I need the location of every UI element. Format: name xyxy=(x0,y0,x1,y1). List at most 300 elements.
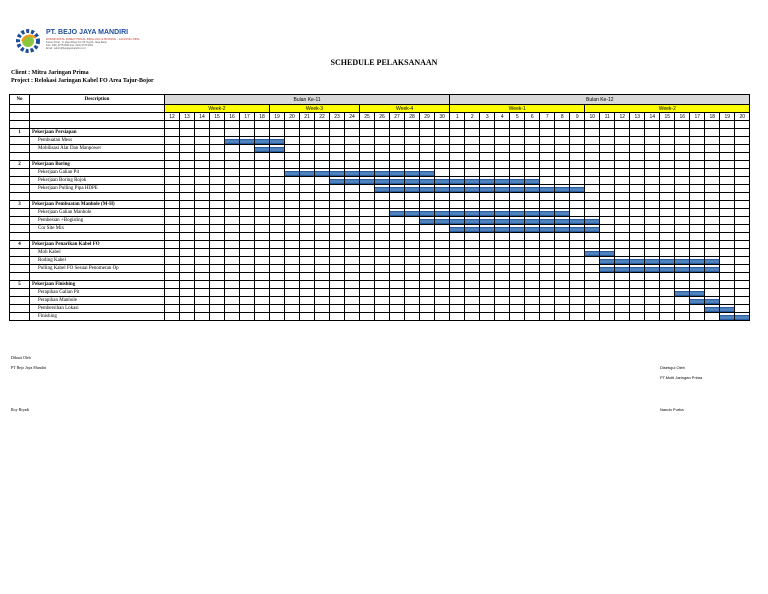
gantt-bar-segment xyxy=(450,211,464,216)
day-cell xyxy=(675,201,690,209)
day-cell xyxy=(390,217,405,225)
gantt-bar-segment xyxy=(720,315,734,320)
day-cell xyxy=(720,305,735,313)
day-cell xyxy=(480,201,495,209)
day-cell xyxy=(420,161,435,169)
day-cell xyxy=(360,313,375,321)
gantt-bar-segment xyxy=(525,211,539,216)
day-cell xyxy=(510,129,525,137)
day-cell xyxy=(675,305,690,313)
day-header: 14 xyxy=(195,113,210,121)
blank-cell xyxy=(10,137,30,145)
day-cell xyxy=(360,201,375,209)
day-cell xyxy=(555,257,570,265)
day-cell xyxy=(510,209,525,217)
day-cell xyxy=(540,289,555,297)
day-cell xyxy=(645,313,660,321)
gantt-bar-segment xyxy=(420,211,434,216)
day-cell xyxy=(570,217,585,225)
day-cell xyxy=(165,193,180,201)
day-cell xyxy=(510,185,525,193)
day-cell xyxy=(585,209,600,217)
day-cell xyxy=(480,313,495,321)
day-cell xyxy=(480,185,495,193)
day-cell xyxy=(360,153,375,161)
day-cell xyxy=(360,209,375,217)
day-cell xyxy=(360,145,375,153)
day-cell xyxy=(420,177,435,185)
day-cell xyxy=(705,137,720,145)
task-row xyxy=(10,297,750,305)
gantt-bar-segment xyxy=(630,267,644,272)
day-cell xyxy=(390,121,405,129)
day-cell xyxy=(570,257,585,265)
day-cell xyxy=(285,185,300,193)
day-cell xyxy=(630,129,645,137)
day-cell xyxy=(300,137,315,145)
day-cell xyxy=(240,265,255,273)
day-cell xyxy=(180,225,195,233)
day-cell xyxy=(270,153,285,161)
day-cell xyxy=(600,225,615,233)
day-cell xyxy=(585,273,600,281)
day-cell xyxy=(390,193,405,201)
day-cell xyxy=(210,209,225,217)
day-cell xyxy=(315,137,330,145)
day-cell xyxy=(330,249,345,257)
day-cell xyxy=(165,201,180,209)
day-header: 18 xyxy=(255,113,270,121)
day-cell xyxy=(585,225,600,233)
gantt-bar-segment xyxy=(480,179,494,184)
day-cell xyxy=(480,257,495,265)
day-header-row xyxy=(10,113,750,121)
day-cell xyxy=(645,249,660,257)
day-cell xyxy=(465,217,480,225)
day-cell xyxy=(435,257,450,265)
day-cell xyxy=(435,153,450,161)
day-cell xyxy=(195,305,210,313)
gear-logo-icon xyxy=(14,28,44,54)
day-cell xyxy=(630,257,645,265)
day-cell xyxy=(630,161,645,169)
day-cell xyxy=(600,177,615,185)
day-cell xyxy=(270,281,285,289)
day-cell xyxy=(645,137,660,145)
day-cell xyxy=(405,265,420,273)
day-cell xyxy=(660,273,675,281)
day-cell xyxy=(555,153,570,161)
day-cell xyxy=(165,241,180,249)
task-description: Mobilisasi Alat Dan Manpower xyxy=(30,145,165,153)
gantt-bar-segment xyxy=(360,171,374,176)
day-cell xyxy=(375,313,390,321)
day-cell xyxy=(615,209,630,217)
day-cell xyxy=(615,193,630,201)
day-cell xyxy=(270,161,285,169)
day-cell xyxy=(600,313,615,321)
day-cell xyxy=(300,209,315,217)
day-cell xyxy=(540,177,555,185)
day-cell xyxy=(675,297,690,305)
day-cell xyxy=(690,129,705,137)
day-cell xyxy=(390,289,405,297)
day-cell xyxy=(585,177,600,185)
day-cell xyxy=(720,145,735,153)
week-header: Week-2 xyxy=(165,105,270,113)
day-cell xyxy=(615,305,630,313)
schedule-table xyxy=(9,94,750,321)
day-cell xyxy=(195,241,210,249)
blank-row xyxy=(10,233,750,241)
gantt-bar-segment xyxy=(405,211,419,216)
day-cell xyxy=(480,161,495,169)
day-cell xyxy=(615,137,630,145)
day-cell xyxy=(180,289,195,297)
blank-cell xyxy=(10,113,30,121)
day-cell xyxy=(330,265,345,273)
day-cell xyxy=(165,153,180,161)
day-cell xyxy=(285,313,300,321)
day-cell xyxy=(480,297,495,305)
day-cell xyxy=(735,161,750,169)
day-cell xyxy=(390,305,405,313)
day-cell xyxy=(495,297,510,305)
day-cell xyxy=(570,241,585,249)
day-cell xyxy=(360,121,375,129)
day-cell xyxy=(600,233,615,241)
day-cell xyxy=(195,297,210,305)
day-cell xyxy=(225,249,240,257)
day-cell xyxy=(675,241,690,249)
day-cell xyxy=(255,193,270,201)
day-cell xyxy=(270,177,285,185)
day-cell xyxy=(390,241,405,249)
day-cell xyxy=(180,273,195,281)
day-cell xyxy=(525,177,540,185)
day-cell xyxy=(450,193,465,201)
day-cell xyxy=(315,273,330,281)
day-cell xyxy=(330,137,345,145)
day-cell xyxy=(225,217,240,225)
day-cell xyxy=(450,233,465,241)
blank-row xyxy=(10,273,750,281)
gantt-bar-segment xyxy=(705,307,719,312)
day-cell xyxy=(510,265,525,273)
day-cell xyxy=(585,185,600,193)
day-cell xyxy=(375,161,390,169)
gantt-bar-segment xyxy=(600,267,614,272)
blank-cell xyxy=(10,185,30,193)
day-cell xyxy=(525,273,540,281)
day-cell xyxy=(645,281,660,289)
day-cell xyxy=(630,225,645,233)
gantt-bar-segment xyxy=(495,219,509,224)
day-cell xyxy=(240,241,255,249)
gantt-bar-segment xyxy=(525,227,539,232)
day-cell xyxy=(690,153,705,161)
section-title: Pekerjaan Finishing xyxy=(30,281,165,289)
day-cell xyxy=(300,153,315,161)
gantt-bar-segment xyxy=(510,179,524,184)
day-cell xyxy=(735,289,750,297)
day-cell xyxy=(345,193,360,201)
day-cell xyxy=(165,289,180,297)
day-cell xyxy=(390,169,405,177)
day-cell xyxy=(225,169,240,177)
day-cell xyxy=(210,257,225,265)
day-cell xyxy=(720,257,735,265)
day-cell xyxy=(315,185,330,193)
day-cell xyxy=(360,161,375,169)
day-cell xyxy=(360,177,375,185)
day-cell xyxy=(510,121,525,129)
day-cell xyxy=(585,137,600,145)
day-cell xyxy=(240,137,255,145)
day-cell xyxy=(330,297,345,305)
day-cell xyxy=(255,129,270,137)
day-cell xyxy=(405,121,420,129)
day-cell xyxy=(585,281,600,289)
day-cell xyxy=(195,153,210,161)
day-cell xyxy=(285,225,300,233)
day-cell xyxy=(600,201,615,209)
day-cell xyxy=(690,121,705,129)
day-cell xyxy=(615,161,630,169)
day-cell xyxy=(315,217,330,225)
day-cell xyxy=(495,137,510,145)
day-cell xyxy=(555,177,570,185)
day-cell xyxy=(255,281,270,289)
day-cell xyxy=(300,177,315,185)
day-cell xyxy=(600,153,615,161)
task-description: Perapihan Galian Pit xyxy=(30,289,165,297)
day-cell xyxy=(690,265,705,273)
day-cell xyxy=(360,233,375,241)
gantt-bar-segment xyxy=(570,187,584,192)
day-cell xyxy=(540,129,555,137)
day-cell xyxy=(645,145,660,153)
day-cell xyxy=(495,201,510,209)
gantt-bar-segment xyxy=(585,227,599,232)
day-cell xyxy=(330,169,345,177)
gantt-bar-segment xyxy=(480,187,494,192)
day-cell xyxy=(330,177,345,185)
day-cell xyxy=(270,185,285,193)
blank-cell xyxy=(30,113,165,121)
task-description: Finishing xyxy=(30,313,165,321)
day-cell xyxy=(660,305,675,313)
day-cell xyxy=(390,313,405,321)
day-cell xyxy=(675,257,690,265)
day-cell xyxy=(165,177,180,185)
gantt-bar-segment xyxy=(705,259,719,264)
day-cell xyxy=(480,177,495,185)
day-cell xyxy=(330,305,345,313)
day-cell xyxy=(735,129,750,137)
day-cell xyxy=(555,297,570,305)
day-cell xyxy=(540,273,555,281)
day-cell xyxy=(195,265,210,273)
day-header: 4 xyxy=(495,113,510,121)
day-cell xyxy=(510,257,525,265)
day-cell xyxy=(540,249,555,257)
day-cell xyxy=(270,313,285,321)
day-header: 6 xyxy=(525,113,540,121)
day-cell xyxy=(195,177,210,185)
day-cell xyxy=(165,129,180,137)
day-cell xyxy=(555,121,570,129)
day-cell xyxy=(510,241,525,249)
day-cell xyxy=(615,265,630,273)
day-cell xyxy=(330,281,345,289)
day-cell xyxy=(375,209,390,217)
day-cell xyxy=(720,201,735,209)
logo-address xyxy=(46,41,107,50)
day-cell xyxy=(225,305,240,313)
day-cell xyxy=(405,281,420,289)
day-header: 5 xyxy=(510,113,525,121)
gantt-bar-segment xyxy=(495,187,509,192)
day-cell xyxy=(315,153,330,161)
section-row xyxy=(10,241,750,249)
day-cell xyxy=(720,249,735,257)
day-cell xyxy=(270,249,285,257)
day-cell xyxy=(450,249,465,257)
day-cell xyxy=(195,137,210,145)
day-cell xyxy=(285,305,300,313)
day-cell xyxy=(735,177,750,185)
day-cell xyxy=(465,129,480,137)
day-cell xyxy=(600,121,615,129)
day-cell xyxy=(390,209,405,217)
day-cell xyxy=(210,225,225,233)
day-header: 19 xyxy=(270,113,285,121)
gantt-bar-segment xyxy=(525,219,539,224)
day-cell xyxy=(225,193,240,201)
day-cell xyxy=(285,257,300,265)
day-cell xyxy=(510,297,525,305)
day-cell xyxy=(240,161,255,169)
day-cell xyxy=(450,201,465,209)
day-cell xyxy=(480,281,495,289)
gantt-bar-segment xyxy=(450,179,464,184)
day-cell xyxy=(450,145,465,153)
day-cell xyxy=(360,217,375,225)
day-cell xyxy=(405,249,420,257)
day-cell xyxy=(240,233,255,241)
gantt-bar-segment xyxy=(465,179,479,184)
day-cell xyxy=(450,289,465,297)
day-cell xyxy=(420,185,435,193)
day-header: 18 xyxy=(705,113,720,121)
task-description: Cor Site Mix xyxy=(30,225,165,233)
day-cell xyxy=(600,145,615,153)
day-cell xyxy=(270,297,285,305)
day-cell xyxy=(525,281,540,289)
gantt-bar-segment xyxy=(420,179,434,184)
day-cell xyxy=(525,233,540,241)
day-cell xyxy=(495,289,510,297)
blank-cell xyxy=(10,217,30,225)
day-cell xyxy=(165,185,180,193)
day-cell xyxy=(615,281,630,289)
day-cell xyxy=(555,249,570,257)
section-number: 3 xyxy=(10,201,30,209)
day-cell xyxy=(240,273,255,281)
day-cell xyxy=(645,265,660,273)
day-cell xyxy=(375,225,390,233)
day-cell xyxy=(315,145,330,153)
day-cell xyxy=(510,137,525,145)
day-cell xyxy=(600,257,615,265)
day-cell xyxy=(300,121,315,129)
day-cell xyxy=(375,137,390,145)
day-cell xyxy=(495,225,510,233)
day-cell xyxy=(405,145,420,153)
day-cell xyxy=(435,297,450,305)
day-cell xyxy=(390,145,405,153)
task-description: Pembuatan Mess xyxy=(30,137,165,145)
day-cell xyxy=(540,153,555,161)
day-cell xyxy=(165,313,180,321)
task-row xyxy=(10,225,750,233)
day-cell xyxy=(255,241,270,249)
task-description: Pekerjaan Galian Pit xyxy=(30,169,165,177)
gantt-bar-segment xyxy=(465,219,479,224)
day-cell xyxy=(315,305,330,313)
day-cell xyxy=(210,177,225,185)
gantt-bar-segment xyxy=(675,267,689,272)
day-cell xyxy=(180,121,195,129)
gantt-bar-segment xyxy=(420,187,434,192)
day-cell xyxy=(420,225,435,233)
day-cell xyxy=(585,233,600,241)
day-cell xyxy=(720,193,735,201)
day-cell xyxy=(285,121,300,129)
day-cell xyxy=(225,265,240,273)
day-cell xyxy=(480,169,495,177)
day-cell xyxy=(435,249,450,257)
section-row xyxy=(10,201,750,209)
day-cell xyxy=(600,137,615,145)
day-cell xyxy=(705,185,720,193)
gantt-bar-segment xyxy=(660,259,674,264)
blank-cell xyxy=(10,305,30,313)
day-cell xyxy=(675,281,690,289)
day-cell xyxy=(690,169,705,177)
day-cell xyxy=(450,305,465,313)
day-cell xyxy=(615,177,630,185)
day-cell xyxy=(660,201,675,209)
gantt-bar-segment xyxy=(255,147,269,152)
day-cell xyxy=(480,137,495,145)
day-cell xyxy=(495,265,510,273)
day-header: 20 xyxy=(285,113,300,121)
day-cell xyxy=(495,153,510,161)
day-cell xyxy=(675,177,690,185)
day-cell xyxy=(645,121,660,129)
day-cell xyxy=(315,121,330,129)
day-cell xyxy=(570,297,585,305)
day-cell xyxy=(630,305,645,313)
day-cell xyxy=(735,305,750,313)
day-cell xyxy=(630,313,645,321)
day-cell xyxy=(720,153,735,161)
day-cell xyxy=(570,273,585,281)
day-cell xyxy=(450,297,465,305)
day-cell xyxy=(285,193,300,201)
